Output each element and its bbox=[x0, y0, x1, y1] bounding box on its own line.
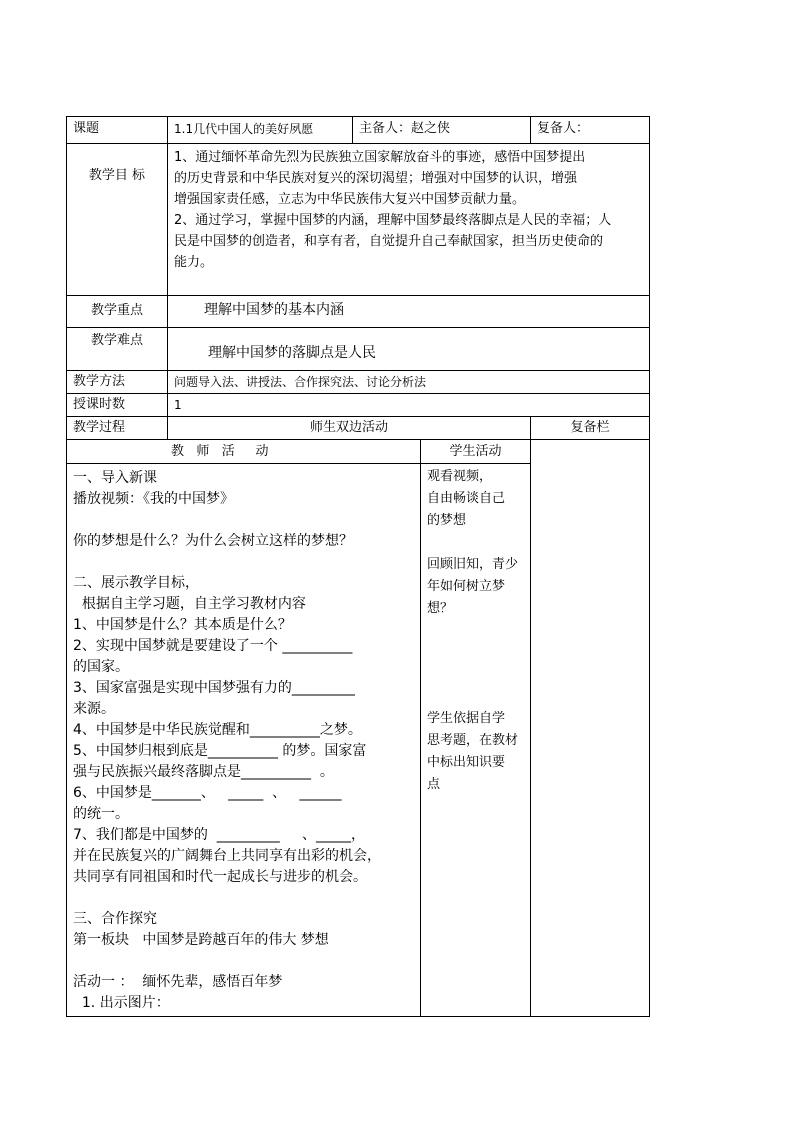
student-activity-line bbox=[427, 686, 530, 708]
goals-line: 1、通过缅怀革命先烈为民族独立国家解放奋斗的事迹，感悟中国梦提出 bbox=[174, 150, 586, 165]
key-point-value: 理解中国梦的基本内涵 bbox=[168, 296, 650, 328]
key-point-label: 教学重点 bbox=[67, 296, 168, 328]
preparer: 主备人：赵之侠 bbox=[353, 117, 531, 144]
student-activity-line bbox=[427, 642, 530, 664]
teacher-header: 教 师 活 动 bbox=[67, 440, 421, 464]
activity-header: 师生双边活动 bbox=[168, 417, 531, 440]
topic-row bbox=[67, 117, 650, 144]
teacher-activity-line: 5、中国梦归根到底是__________ 的梦。国家富 bbox=[73, 743, 367, 759]
student-activity-line: 想？ bbox=[427, 601, 454, 616]
method-label: 教学方法 bbox=[67, 371, 168, 394]
teacher-activity-line bbox=[73, 552, 420, 573]
hours-label: 授课时数 bbox=[67, 394, 168, 417]
lesson-plan-page bbox=[66, 116, 649, 1017]
teacher-activity-line: 1. 出示图片： bbox=[73, 995, 170, 1011]
student-activity-line: 中标出知识要 bbox=[427, 755, 506, 770]
goals-line: 增强国家责任感，立志为中华民族伟大复兴中国梦贡献力量。 bbox=[174, 192, 526, 207]
student-activity-lines bbox=[427, 466, 530, 796]
student-activity-line: 年如何树立梦 bbox=[427, 579, 506, 594]
teacher-activity-lines bbox=[73, 468, 420, 1014]
teacher-activity-line: 二、展示教学目标， bbox=[73, 575, 199, 591]
student-activity-line: 学生依据自学 bbox=[427, 711, 506, 726]
teacher-activity-line: 你的梦想是什么？为什么会树立这样的梦想？ bbox=[73, 533, 353, 549]
student-activity-line: 回顾旧知，青少 bbox=[427, 557, 519, 572]
student-activity-line bbox=[427, 532, 530, 554]
student-activity-line bbox=[427, 620, 530, 642]
teacher-activity-line: 一、导入新课 bbox=[73, 470, 157, 486]
lesson-plan-table bbox=[66, 116, 650, 1017]
teacher-activity-line: 6、中国梦是_______、 _____ 、 ______ bbox=[73, 785, 342, 801]
teacher-activity-line: 的统一。 bbox=[73, 806, 129, 822]
teacher-activity-line: 的国家。 bbox=[73, 659, 129, 675]
goals-line: 的历史背景和中华民族对复兴的深切渴望；增强对中国梦的认识，增强 bbox=[174, 171, 578, 186]
key-point-row bbox=[67, 296, 650, 328]
teacher-activity-line: 三、合作探究 bbox=[73, 911, 157, 927]
teacher-activity-line: 播放视频：《我的中国梦》 bbox=[73, 491, 234, 507]
goals-label: 教学目 标 bbox=[67, 144, 168, 296]
process-header-row bbox=[67, 417, 650, 440]
teacher-activity-line bbox=[73, 510, 420, 531]
hours-row bbox=[67, 394, 650, 417]
goals-line: 2、通过学习，掌握中国梦的内涵，理解中国梦最终落脚点是人民的幸福；人 bbox=[174, 213, 612, 228]
review-header: 复备栏 bbox=[531, 417, 650, 440]
goals-line: 能力。 bbox=[174, 255, 214, 270]
teacher-activity-line: 1、中国梦是什么？其本质是什么？ bbox=[73, 617, 292, 633]
review-column bbox=[531, 440, 650, 1017]
goals-line: 民是中国梦的创造者，和享有者，自觉提升自己奉献国家，担当历史使命的 bbox=[174, 234, 604, 249]
student-activity-line: 的梦想 bbox=[427, 513, 467, 528]
goals-row bbox=[67, 144, 650, 296]
hours-value: 1 bbox=[168, 394, 650, 417]
student-header: 学生活动 bbox=[421, 440, 531, 464]
teacher-activity-line: 并在民族复兴的广阔舞台上共同享有出彩的机会， bbox=[73, 848, 381, 864]
teacher-activity-line: 共同享有同祖国和时代一起成长与进步的机会。 bbox=[73, 869, 367, 885]
teacher-activity-line: 7、我们都是中国梦的 _________ 、_____， bbox=[73, 827, 366, 843]
teacher-activity-line: 第一板块 中国梦是跨越百年的伟大 梦想 bbox=[73, 932, 329, 948]
difficulty-row bbox=[67, 328, 650, 371]
difficulty-label: 教学难点 bbox=[67, 328, 168, 371]
teacher-activity-line: 强与民族振兴最终落脚点是__________ 。 bbox=[73, 764, 334, 780]
teacher-activity-line: 2、实现中国梦就是要建设了一个 __________ bbox=[73, 638, 353, 654]
topic-label: 课题 bbox=[67, 117, 168, 144]
teacher-activity-line: 根据自主学习题，自主学习教材内容 bbox=[73, 596, 306, 612]
student-activity-line: 自由畅谈自己 bbox=[427, 491, 506, 506]
teacher-activity-line: 活动一 ： 缅怀先辈，感悟百年梦 bbox=[73, 974, 283, 990]
student-activity bbox=[421, 464, 531, 1017]
reviewer: 复备人： bbox=[531, 117, 650, 144]
method-value: 问题导入法、讲授法、合作探究法、讨论分析法 bbox=[168, 371, 650, 394]
goals-content bbox=[168, 144, 650, 296]
method-row bbox=[67, 371, 650, 394]
teacher-activity-line: 3、国家富强是实现中国梦强有力的_________ bbox=[73, 680, 355, 696]
teacher-activity-line bbox=[73, 888, 420, 909]
student-activity-line: 思考题，在教材 bbox=[427, 733, 519, 748]
teacher-activity-line: 来源。 bbox=[73, 701, 115, 717]
difficulty-value: 理解中国梦的落脚点是人民 bbox=[168, 328, 650, 371]
activity-subheader-row bbox=[67, 440, 650, 464]
student-activity-line: 点 bbox=[427, 777, 441, 792]
student-activity-line bbox=[427, 664, 530, 686]
teacher-activity-line bbox=[73, 951, 420, 972]
topic-value: 1.1几代中国人的美好夙愿 bbox=[168, 117, 353, 144]
process-label: 教学过程 bbox=[67, 417, 168, 440]
teacher-activity bbox=[67, 464, 421, 1017]
student-activity-line: 观看视频， bbox=[427, 469, 493, 484]
teacher-activity-line: 4、中国梦是中华民族觉醒和__________之梦。 bbox=[73, 722, 362, 738]
